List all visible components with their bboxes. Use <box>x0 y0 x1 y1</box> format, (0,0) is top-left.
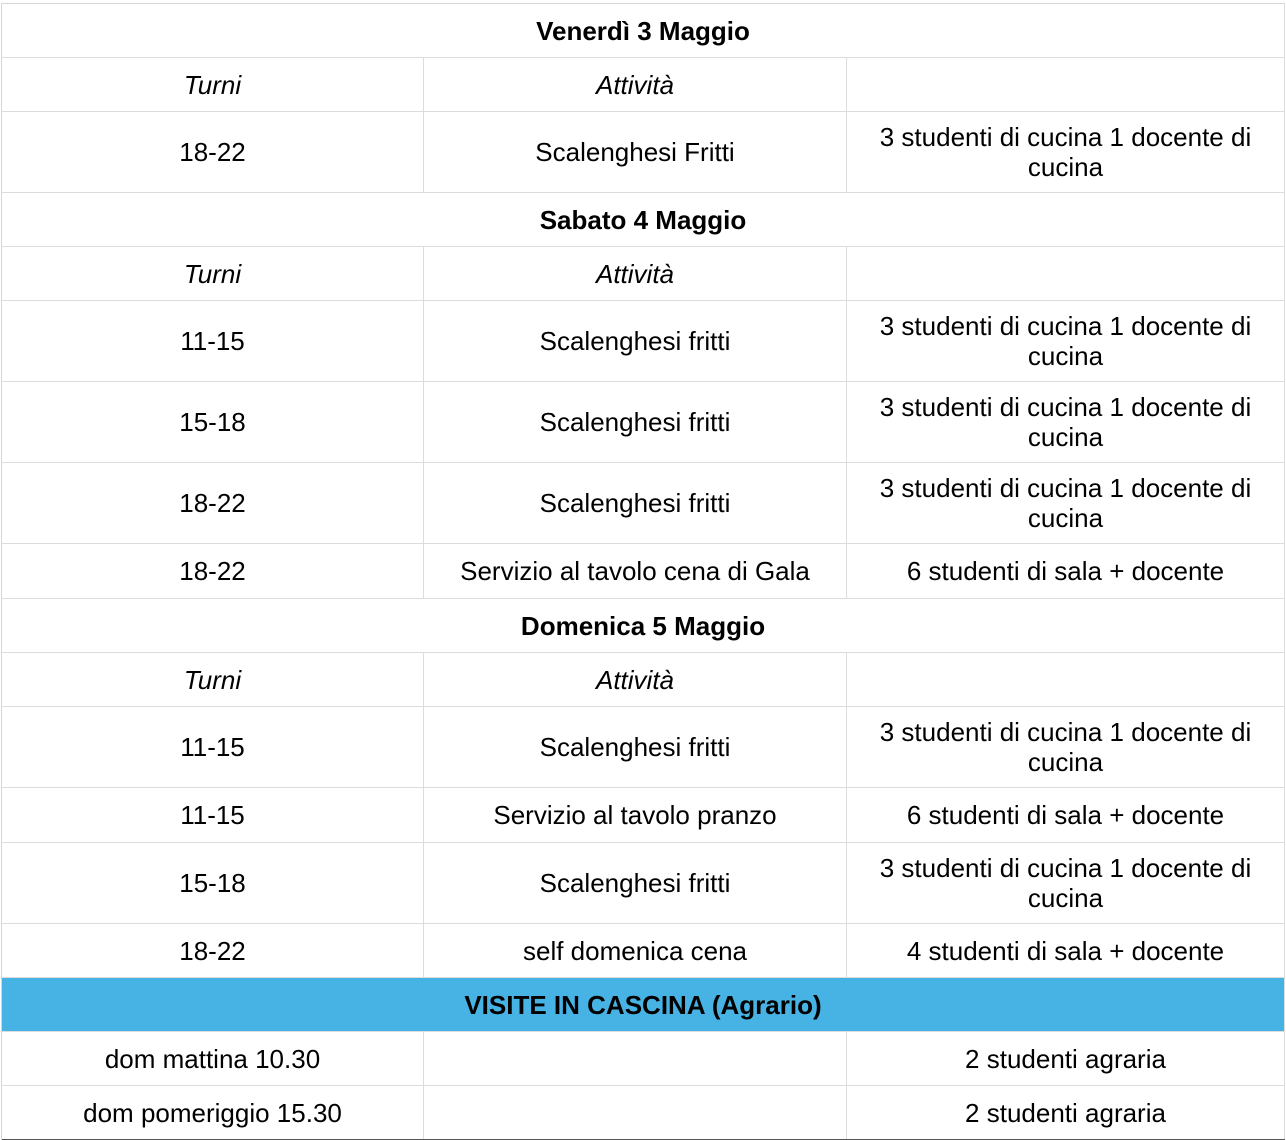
header-attivita-cell[interactable]: Attività <box>424 653 847 706</box>
turno-cell[interactable]: 15-18 <box>2 382 424 462</box>
visit-time-cell[interactable]: dom pomeriggio 15.30 <box>2 1086 424 1139</box>
empty-cell[interactable] <box>424 1032 847 1085</box>
turno-cell[interactable]: 18-22 <box>2 924 424 977</box>
empty-cell[interactable] <box>424 1086 847 1139</box>
staff-cell[interactable]: 3 studenti di cucina 1 docente di cucina <box>847 112 1285 192</box>
attivita-cell[interactable]: Scalenghesi fritti <box>424 301 847 381</box>
header-turni-cell[interactable]: Turni <box>2 58 424 111</box>
staff-cell[interactable]: 3 studenti di cucina 1 docente di cucina <box>847 843 1285 923</box>
table-row <box>2 382 1285 463</box>
staff-cell[interactable]: 3 studenti di cucina 1 docente di cucina <box>847 301 1285 381</box>
header-attivita-cell[interactable]: Attività <box>424 58 847 111</box>
table-row <box>2 463 1285 544</box>
attivita-cell[interactable]: Servizio al tavolo cena di Gala <box>424 544 847 598</box>
turno-cell[interactable]: 11-15 <box>2 301 424 381</box>
header-row <box>2 58 1285 112</box>
staff-cell[interactable]: 6 studenti di sala + docente <box>847 544 1285 598</box>
header-row <box>2 653 1285 707</box>
staff-cell[interactable]: 3 studenti di cucina 1 docente di cucina <box>847 463 1285 543</box>
section-title-cell[interactable]: VISITE IN CASCINA (Agrario) <box>2 978 1285 1031</box>
staff-cell[interactable]: 4 studenti di sala + docente <box>847 924 1285 977</box>
header-row <box>2 247 1285 301</box>
header-empty-cell[interactable] <box>847 58 1285 111</box>
turno-cell[interactable]: 18-22 <box>2 544 424 598</box>
table-row <box>2 924 1285 978</box>
day-title-row <box>2 4 1285 58</box>
turno-cell[interactable]: 15-18 <box>2 843 424 923</box>
attivita-cell[interactable]: Scalenghesi fritti <box>424 707 847 787</box>
day-title-row <box>2 599 1285 653</box>
day-title-cell[interactable]: Venerdì 3 Maggio <box>2 4 1285 57</box>
attivita-cell[interactable]: Scalenghesi fritti <box>424 843 847 923</box>
attivita-cell[interactable]: self domenica cena <box>424 924 847 977</box>
section-title-row <box>2 978 1285 1032</box>
staff-cell[interactable]: 2 studenti agraria <box>847 1032 1285 1085</box>
attivita-cell[interactable]: Scalenghesi Fritti <box>424 112 847 192</box>
staff-cell[interactable]: 2 studenti agraria <box>847 1086 1285 1139</box>
table-row <box>2 1086 1285 1140</box>
attivita-cell[interactable]: Scalenghesi fritti <box>424 463 847 543</box>
table-row <box>2 707 1285 788</box>
header-empty-cell[interactable] <box>847 247 1285 300</box>
table-row <box>2 112 1285 193</box>
turno-cell[interactable]: 18-22 <box>2 463 424 543</box>
turno-cell[interactable]: 11-15 <box>2 707 424 787</box>
schedule-table <box>1 3 1285 1140</box>
table-row <box>2 788 1285 843</box>
staff-cell[interactable]: 6 studenti di sala + docente <box>847 788 1285 842</box>
header-attivita-cell[interactable]: Attività <box>424 247 847 300</box>
staff-cell[interactable]: 3 studenti di cucina 1 docente di cucina <box>847 382 1285 462</box>
turno-cell[interactable]: 18-22 <box>2 112 424 192</box>
day-title-row <box>2 193 1285 247</box>
attivita-cell[interactable]: Servizio al tavolo pranzo <box>424 788 847 842</box>
table-row <box>2 544 1285 599</box>
staff-cell[interactable]: 3 studenti di cucina 1 docente di cucina <box>847 707 1285 787</box>
table-row <box>2 843 1285 924</box>
table-row <box>2 1032 1285 1086</box>
header-turni-cell[interactable]: Turni <box>2 653 424 706</box>
visit-time-cell[interactable]: dom mattina 10.30 <box>2 1032 424 1085</box>
attivita-cell[interactable]: Scalenghesi fritti <box>424 382 847 462</box>
turno-cell[interactable]: 11-15 <box>2 788 424 842</box>
header-empty-cell[interactable] <box>847 653 1285 706</box>
day-title-cell[interactable]: Sabato 4 Maggio <box>2 193 1285 246</box>
table-row <box>2 301 1285 382</box>
day-title-cell[interactable]: Domenica 5 Maggio <box>2 599 1285 652</box>
header-turni-cell[interactable]: Turni <box>2 247 424 300</box>
